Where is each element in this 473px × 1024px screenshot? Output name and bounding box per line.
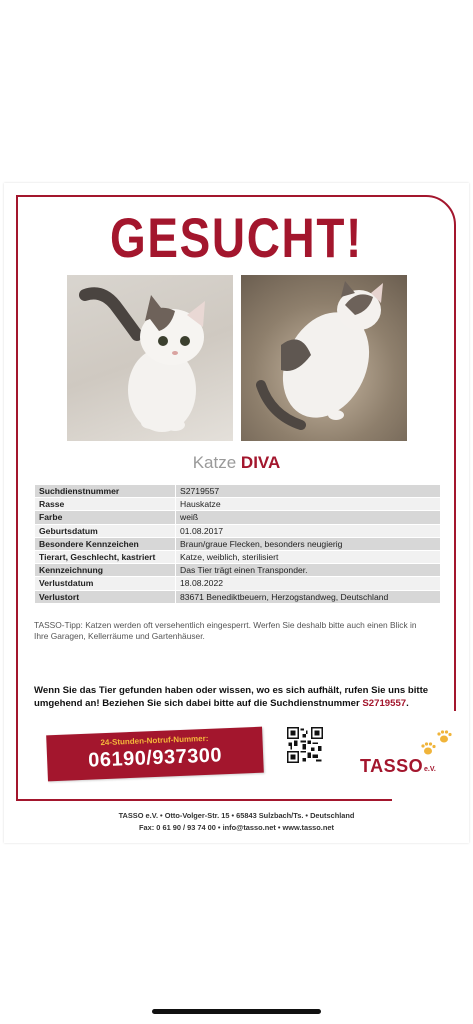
details-row: [35, 511, 440, 524]
details-row: [35, 564, 440, 577]
paw-prints-icon: [420, 729, 454, 759]
home-indicator[interactable]: [152, 1009, 321, 1014]
details-value: Das Tier trägt einen Transponder.: [176, 564, 441, 577]
footer-address: TASSO e.V. • Otto-Volger-Str. 15 • 65843 Sulzbach/Ts. • Deutschland: [118, 811, 355, 820]
animal-type: Katze: [192, 453, 237, 472]
details-label: Rasse: [35, 498, 176, 511]
call-to-action: [34, 684, 440, 710]
details-label: Geburtsdatum: [35, 524, 176, 537]
tasso-logo-suffix: e.V.: [424, 766, 436, 773]
details-value: 83671 Benediktbeuern, Herzogstandweg, Deutschland: [176, 590, 441, 603]
details-label: Tierart, Geschlecht, kastriert: [35, 550, 176, 563]
hotline-label: 24-Stunden-Notruf-Nummer:: [100, 733, 209, 748]
details-value: S2719557: [176, 485, 441, 498]
cat-photo-1: [67, 275, 233, 441]
details-value: 18.08.2022: [176, 577, 441, 590]
details-value: Hauskatze: [176, 498, 441, 511]
details-table: [35, 485, 440, 604]
details-value: 01.08.2017: [176, 524, 441, 537]
details-value: weiß: [176, 511, 441, 524]
details-label: Suchdienstnummer: [35, 485, 176, 498]
details-label: Farbe: [35, 511, 176, 524]
missing-poster: [4, 183, 469, 843]
details-label: Verlustdatum: [35, 577, 176, 590]
details-row: [35, 498, 440, 511]
details-row: [35, 524, 440, 537]
details-label: Besondere Kennzeichen: [35, 537, 176, 550]
hotline-number[interactable]: 06190/937300: [87, 744, 223, 772]
tasso-logo: TASSO: [360, 756, 424, 776]
hotline-box: [46, 727, 264, 782]
tip-line-1: TASSO-Tipp: Katzen werden oft versehentlich eingesperrt. Werfen Sie deshalb bitte auch einen Blick in: [34, 620, 417, 630]
details-label: Kennzeichnung: [35, 564, 176, 577]
footer-contact[interactable]: Fax: 0 61 90 / 93 74 00 • info@tasso.net • www.tasso.net: [139, 823, 334, 832]
tip-line-2: Ihre Garagen, Kellerräume und Gartenhäuser.: [34, 631, 205, 641]
cta-search-number: S2719557: [362, 698, 407, 709]
details-value: Katze, weiblich, sterilisiert: [176, 550, 441, 563]
details-row: [35, 577, 440, 590]
qr-code-icon[interactable]: [287, 727, 323, 763]
details-value: Braun/graue Flecken, besonders neugierig: [176, 537, 441, 550]
cta-text: Wenn Sie das Tier gefunden haben oder wissen, wo es sich aufhält, rufen Sie uns bitte umgehend an! Beziehen Sie sich dabei bitte auf die Suchdienstnummer: [34, 685, 429, 709]
details-row: [35, 485, 440, 498]
details-label: Verlustort: [35, 590, 176, 603]
details-row: [35, 590, 440, 603]
animal-name-line: [4, 453, 469, 473]
animal-name: DIVA: [240, 453, 281, 472]
cta-end: .: [406, 698, 409, 709]
tasso-tip: [34, 620, 440, 642]
details-row: [35, 537, 440, 550]
cat-photo-2: [241, 275, 407, 441]
details-row: [35, 550, 440, 563]
poster-title: GESUCHT!: [110, 206, 363, 269]
